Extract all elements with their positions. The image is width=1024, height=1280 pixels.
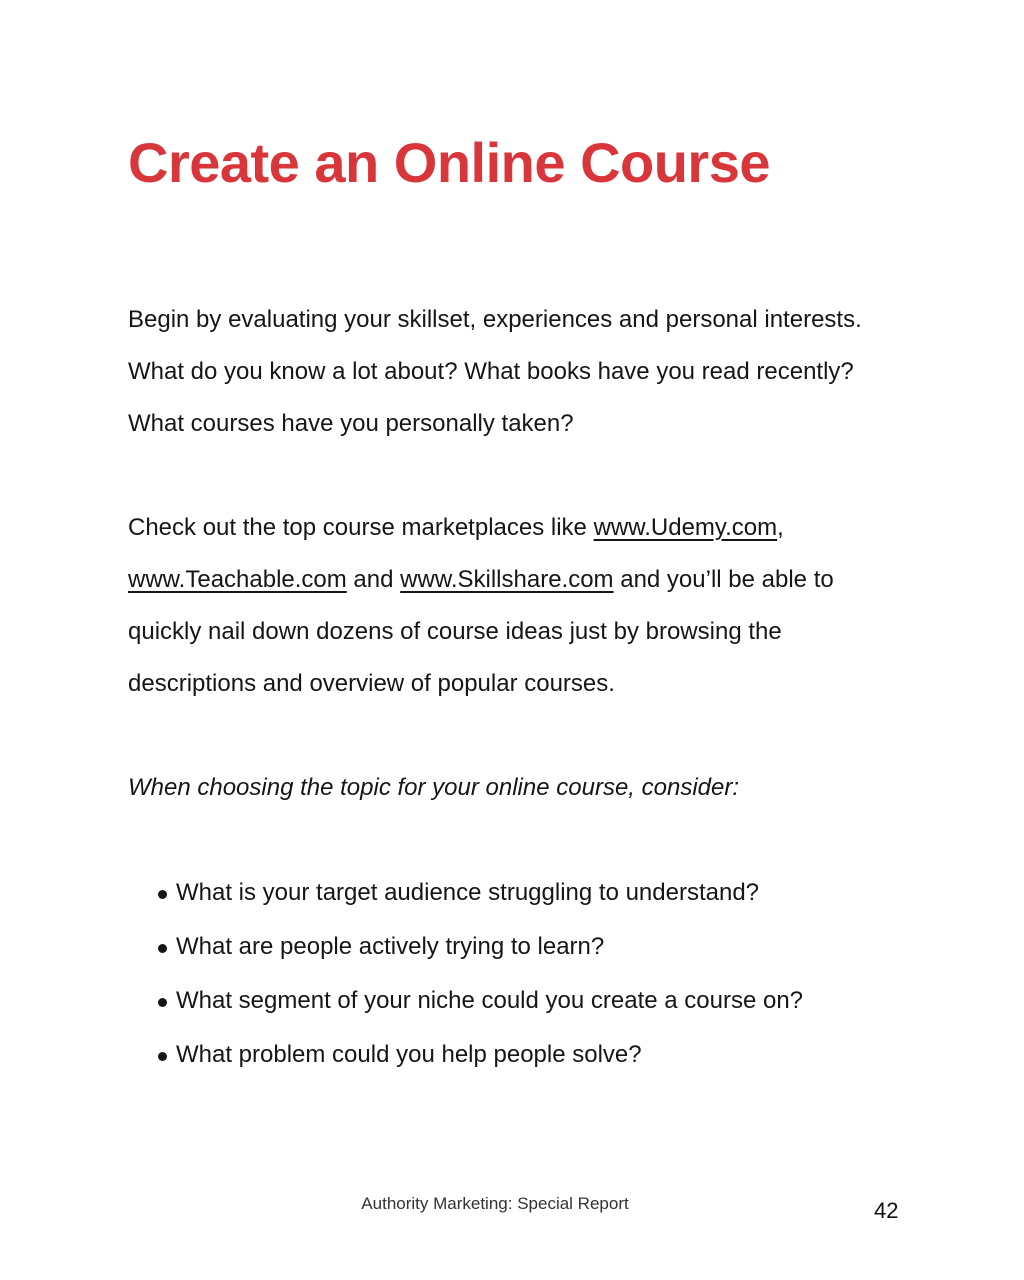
bullet-icon <box>158 944 167 953</box>
topic-prompt: When choosing the topic for your online course, consider: <box>128 774 740 801</box>
bullet-icon <box>158 1052 167 1061</box>
page-number: 42 <box>874 1198 899 1223</box>
list-item <box>158 1028 803 1082</box>
list-item <box>158 920 803 974</box>
bullet-icon <box>158 890 167 899</box>
paragraph-text: , <box>777 514 784 541</box>
list-item-text: What are people actively trying to learn? <box>176 933 605 960</box>
bullet-icon <box>158 998 167 1007</box>
marketplaces-paragraph <box>128 502 888 710</box>
paragraph-text: and <box>346 566 401 593</box>
list-item-text: What problem could you help people solve? <box>176 1041 642 1068</box>
list-item-text: What is your target audience struggling to understand? <box>176 879 760 906</box>
teachable-link[interactable]: www.Teachable.com <box>128 566 347 593</box>
paragraph-text: Check out the top course marketplaces like <box>128 514 594 541</box>
paragraph-text: and you’ll be able to quickly nail down dozens of course ideas just by browsing the descriptions and overview of popular courses. <box>128 566 834 697</box>
list-item <box>158 974 803 1028</box>
list-item <box>158 866 803 920</box>
topic-considerations-list <box>158 866 803 1082</box>
intro-paragraph: Begin by evaluating your skillset, experiences and personal interests. What do you know a lot about? What books have you read recently? What courses have you personally taken? <box>128 306 862 437</box>
page-footer: Authority Marketing: Special Report <box>361 1194 629 1213</box>
udemy-link[interactable]: www.Udemy.com <box>593 514 778 541</box>
list-item-text: What segment of your niche could you create a course on? <box>176 987 804 1014</box>
page-title: Create an Online Course <box>128 131 771 194</box>
skillshare-link[interactable]: www.Skillshare.com <box>400 566 614 593</box>
